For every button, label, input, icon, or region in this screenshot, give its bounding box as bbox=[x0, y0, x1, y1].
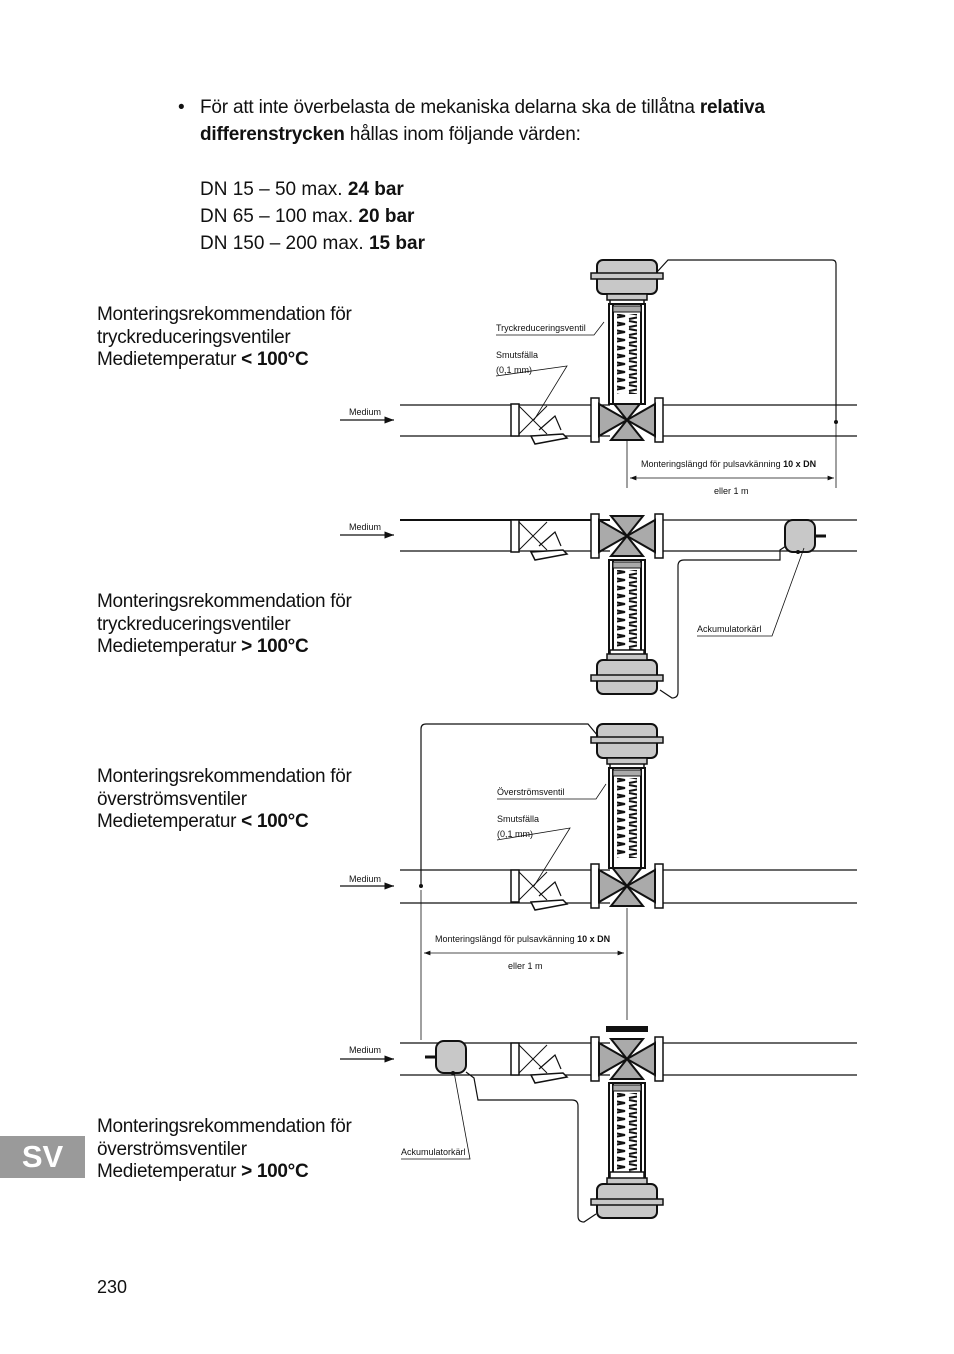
medium-label: Medium bbox=[349, 407, 382, 417]
medium-label: Medium bbox=[349, 1045, 382, 1055]
overflow-valve-label: Överströmsventil bbox=[497, 787, 565, 797]
strainer-label: Smutsfälla bbox=[496, 350, 539, 360]
recommendation-heading: Monteringsrekommendation för tryckreduceringsventiler Medietemperatur > 100°C bbox=[97, 591, 352, 657]
medium-label: Medium bbox=[349, 874, 382, 884]
diagram-pressure-reducing-above-100 bbox=[340, 514, 857, 698]
recommendation-heading: Monteringsrekommendation för överströmsventiler Medietemperatur < 100°C bbox=[97, 766, 352, 832]
recommendation-heading: Monteringsrekommendation för överströmsventiler Medietemperatur > 100°C bbox=[97, 1116, 352, 1182]
diagram-pressure-reducing-below-100 bbox=[340, 260, 857, 488]
limit-row: DN 15 – 50 max. 24 bar bbox=[200, 179, 404, 200]
install-length-label: Monteringslängd för pulsavkänning 10 x DN bbox=[641, 459, 817, 469]
install-length-label: Monteringslängd för pulsavkänning 10 x DN bbox=[435, 934, 611, 944]
limit-row: DN 65 – 100 max. 20 bar bbox=[200, 206, 415, 227]
medium-label: Medium bbox=[349, 522, 382, 532]
or-1m-label: eller 1 m bbox=[508, 961, 543, 971]
bullet: • bbox=[178, 97, 185, 118]
diagram-overflow-below-100 bbox=[340, 724, 857, 1040]
diagram-overflow-above-100 bbox=[340, 1026, 857, 1222]
strainer-mesh-label: (0,1 mm) bbox=[497, 829, 533, 839]
language-tab: SV bbox=[0, 1136, 85, 1178]
intro-text: För att inte överbelasta de mekaniska delarna ska de tillåtna relativa differenstrycken hållas inom följande värden: bbox=[200, 97, 765, 145]
or-1m-label: eller 1 m bbox=[714, 486, 749, 496]
page-number: 230 bbox=[97, 1277, 128, 1297]
pressure-reducing-valve-label: Tryckreduceringsventil bbox=[496, 323, 586, 333]
limit-row: DN 150 – 200 max. 15 bar bbox=[200, 233, 425, 254]
accumulator-label: Ackumulatorkärl bbox=[697, 624, 762, 634]
accumulator-label: Ackumulatorkärl bbox=[401, 1147, 466, 1157]
strainer-label: Smutsfälla bbox=[497, 814, 540, 824]
strainer-mesh-label: (0,1 mm) bbox=[496, 365, 532, 375]
recommendation-heading: Monteringsrekommendation för tryckreduceringsventiler Medietemperatur < 100°C bbox=[97, 304, 352, 370]
